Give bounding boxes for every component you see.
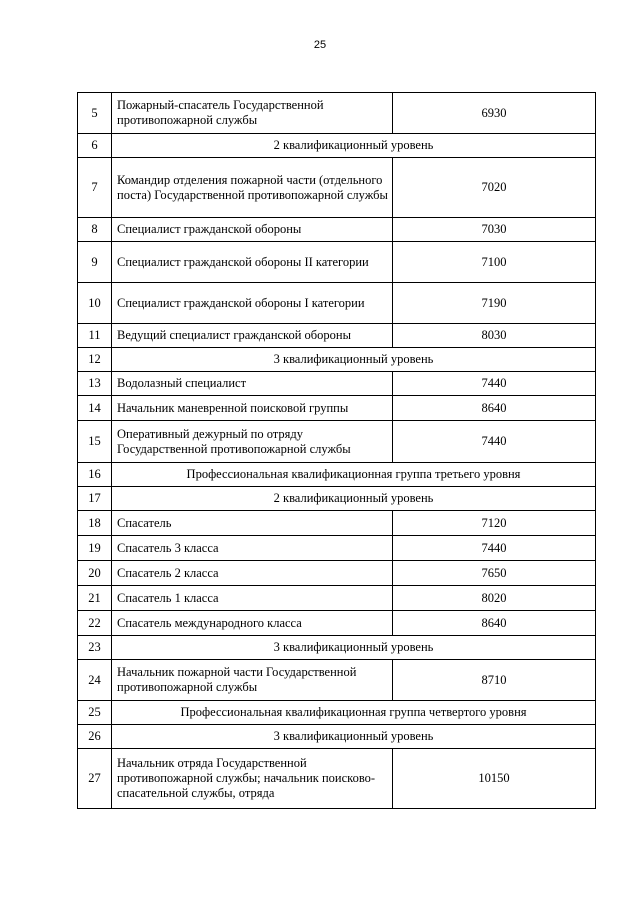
section-heading: 3 квалификационный уровень: [112, 636, 596, 660]
row-number: 5: [78, 93, 112, 134]
table-row: [78, 421, 596, 463]
salary-value: 8030: [393, 324, 596, 348]
row-number: 11: [78, 324, 112, 348]
table-row: [78, 93, 596, 134]
section-heading-row: [78, 463, 596, 487]
table-row: [78, 372, 596, 396]
table-row: [78, 586, 596, 611]
row-number: 19: [78, 536, 112, 561]
row-number: 10: [78, 283, 112, 324]
row-number: 25: [78, 701, 112, 725]
salary-value: 7100: [393, 242, 596, 283]
table-row: [78, 561, 596, 586]
row-number: 17: [78, 487, 112, 511]
table-row: [78, 396, 596, 421]
salary-value: 7440: [393, 421, 596, 463]
section-heading-row: [78, 348, 596, 372]
position-name: Водолазный специалист: [112, 372, 393, 396]
salary-value: 10150: [393, 749, 596, 809]
table-row: [78, 660, 596, 701]
table-row: [78, 158, 596, 218]
salary-value: 7190: [393, 283, 596, 324]
salary-value: 8640: [393, 611, 596, 636]
position-name: Спасатель международного класса: [112, 611, 393, 636]
salary-value: 8640: [393, 396, 596, 421]
section-heading-row: [78, 636, 596, 660]
position-name: Начальник маневренной поисковой группы: [112, 396, 393, 421]
position-name: Специалист гражданской обороны I категории: [112, 283, 393, 324]
section-heading-row: [78, 725, 596, 749]
section-heading: 2 квалификационный уровень: [112, 134, 596, 158]
row-number: 9: [78, 242, 112, 283]
row-number: 15: [78, 421, 112, 463]
row-number: 20: [78, 561, 112, 586]
position-name: Командир отделения пожарной части (отдельного поста) Государственной противопожарной службы: [112, 158, 393, 218]
salary-value: 7440: [393, 372, 596, 396]
table-row: [78, 536, 596, 561]
salary-value: 6930: [393, 93, 596, 134]
section-heading-row: [78, 134, 596, 158]
table-row: [78, 511, 596, 536]
position-name: Ведущий специалист гражданской обороны: [112, 324, 393, 348]
row-number: 21: [78, 586, 112, 611]
position-name: Пожарный-спасатель Государственной противопожарной службы: [112, 93, 393, 134]
row-number: 24: [78, 660, 112, 701]
section-heading: 2 квалификационный уровень: [112, 487, 596, 511]
table-row: [78, 218, 596, 242]
salary-value: 7650: [393, 561, 596, 586]
row-number: 8: [78, 218, 112, 242]
row-number: 13: [78, 372, 112, 396]
row-number: 16: [78, 463, 112, 487]
row-number: 26: [78, 725, 112, 749]
salary-value: 8710: [393, 660, 596, 701]
table-row: [78, 324, 596, 348]
position-name: Оперативный дежурный по отряду Государственной противопожарной службы: [112, 421, 393, 463]
row-number: 7: [78, 158, 112, 218]
salary-value: 7440: [393, 536, 596, 561]
position-name: Спасатель 3 класса: [112, 536, 393, 561]
table-body: [78, 93, 596, 809]
table-row: [78, 749, 596, 809]
position-name: Начальник отряда Государственной противопожарной службы; начальник поисково-спасательной службы, отряда: [112, 749, 393, 809]
salary-value: 7120: [393, 511, 596, 536]
salary-value: 7020: [393, 158, 596, 218]
row-number: 18: [78, 511, 112, 536]
salary-table: [77, 92, 596, 809]
section-heading: Профессиональная квалификационная группа четвертого уровня: [112, 701, 596, 725]
row-number: 14: [78, 396, 112, 421]
position-name: Спасатель 2 класса: [112, 561, 393, 586]
page-number: 25: [313, 39, 327, 51]
table-row: [78, 611, 596, 636]
section-heading: 3 квалификационный уровень: [112, 725, 596, 749]
row-number: 23: [78, 636, 112, 660]
position-name: Специалист гражданской обороны: [112, 218, 393, 242]
row-number: 22: [78, 611, 112, 636]
row-number: 12: [78, 348, 112, 372]
salary-value: 8020: [393, 586, 596, 611]
position-name: Спасатель 1 класса: [112, 586, 393, 611]
table-row: [78, 283, 596, 324]
row-number: 27: [78, 749, 112, 809]
position-name: Специалист гражданской обороны II категории: [112, 242, 393, 283]
table-row: [78, 242, 596, 283]
section-heading-row: [78, 701, 596, 725]
section-heading: 3 квалификационный уровень: [112, 348, 596, 372]
position-name: Начальник пожарной части Государственной противопожарной службы: [112, 660, 393, 701]
row-number: 6: [78, 134, 112, 158]
salary-value: 7030: [393, 218, 596, 242]
section-heading-row: [78, 487, 596, 511]
section-heading: Профессиональная квалификационная группа третьего уровня: [112, 463, 596, 487]
position-name: Спасатель: [112, 511, 393, 536]
